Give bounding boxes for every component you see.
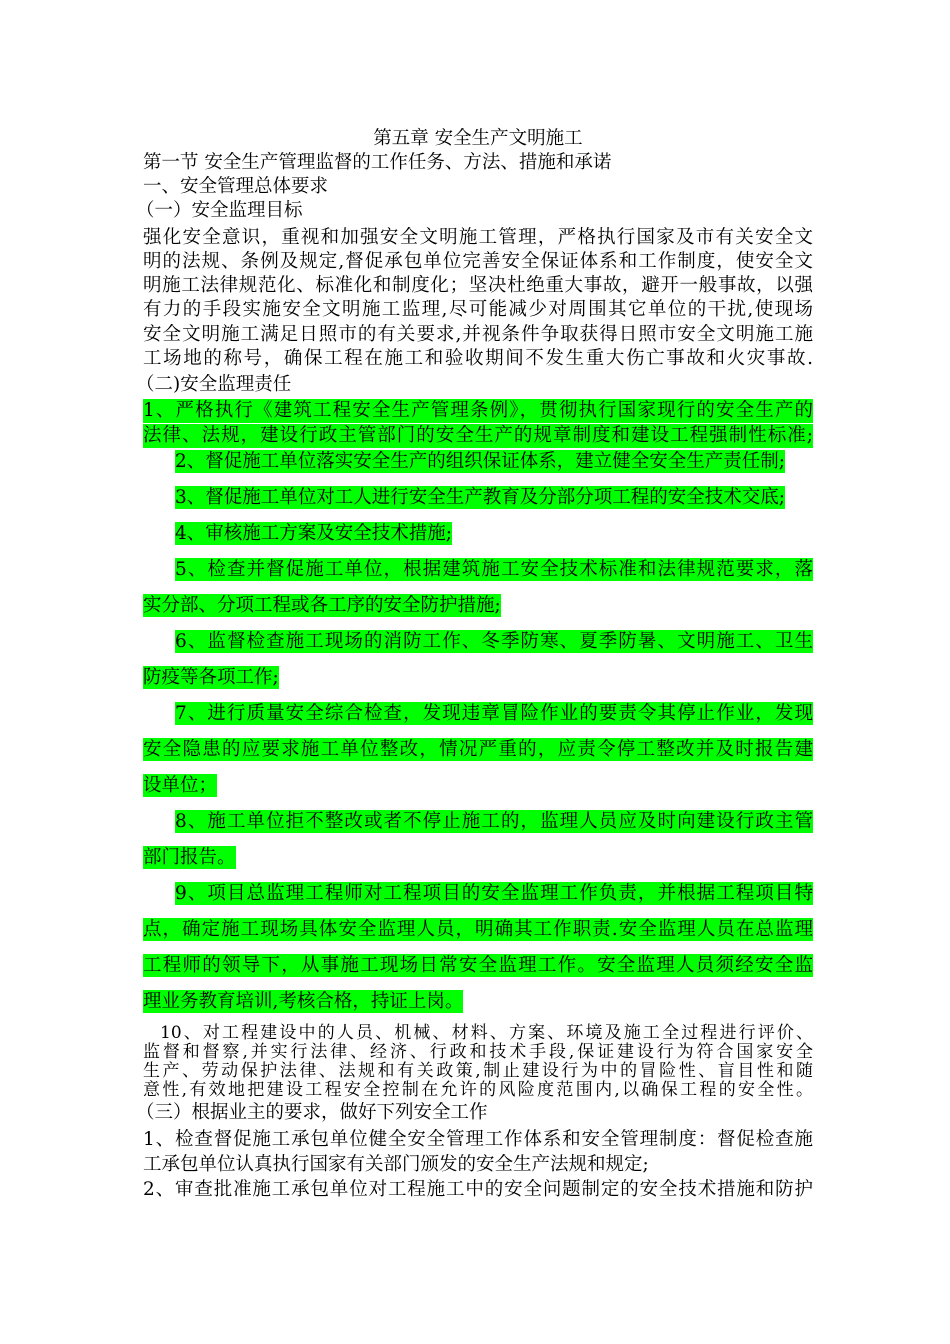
responsibility-7-line: 设单位； xyxy=(143,775,218,796)
goal-line: 明施工法律规范化、标准化和制度化；坚决杜绝重大事故，避开一般事故，以强 xyxy=(143,275,813,296)
responsibility-7-line: 安全隐患的应要求施工单位整改，情况严重的，应责令停工整改并及时报告建 xyxy=(143,739,813,760)
responsibility-6-line: 防疫等各项工作; xyxy=(143,667,279,688)
responsibility-10-line: 10、对工程建设中的人员、机械、材料、方案、环境及施工全过程进行评价、 xyxy=(160,1023,813,1043)
subheading-owner-requirements: （三）根据业主的要求，做好下列安全工作 xyxy=(136,1102,488,1123)
goal-line: 强化安全意识，重视和加强安全文明施工管理，严格执行国家及市有关安全文 xyxy=(143,227,813,248)
responsibility-1-line: 1、严格执行《建筑工程安全生产管理条例》，贯彻执行国家现行的安全生产的 xyxy=(143,400,813,421)
responsibility-4: 4、审核施工方案及安全技术措施; xyxy=(175,523,453,544)
work-2-line: 2、审查批准施工承包单位对工程施工中的安全问题制定的安全技术措施和防护 xyxy=(143,1179,813,1200)
goal-line: 有力的手段实施安全文明施工监理,尽可能减少对周围其它单位的干扰,使现场 xyxy=(143,299,813,320)
responsibility-8-line: 8、施工单位拒不整改或者不停止施工的，监理人员应及时向建设行政主管 xyxy=(175,811,813,832)
responsibility-7-line: 7、进行质量安全综合检查，发现违章冒险作业的要责令其停止作业，发现 xyxy=(175,703,813,724)
heading-overall-requirements: 一、安全管理总体要求 xyxy=(143,176,329,197)
goal-line: 明的法规、条例及规定,督促承包单位完善安全保证体系和工作制度，使安全文 xyxy=(143,251,813,272)
subheading-safety-responsibility: （二)安全监理责任 xyxy=(136,374,292,395)
responsibility-9-line: 9、项目总监理工程师对工程项目的安全监理工作负责，并根据工程项目特 xyxy=(175,883,813,904)
responsibility-9-line: 点，确定施工现场具体安全监理人员，明确其工作职责.安全监理人员在总监理 xyxy=(143,919,813,940)
responsibility-3: 3、督促施工单位对工人进行安全生产教育及分部分项工程的安全技术交底; xyxy=(175,487,786,508)
goal-line: 安全文明施工满足日照市的有关要求,并视条件争取获得日照市安全文明施工施 xyxy=(143,324,813,345)
responsibility-9-line: 工程师的领导下，从事施工现场日常安全监理工作。安全监理人员须经安全监 xyxy=(143,955,813,976)
responsibility-5-line: 5、检查并督促施工单位，根据建筑施工安全技术标准和法律规范要求，落 xyxy=(175,559,813,580)
responsibility-10-line: 生产、劳动保护法律、法规和有关政策,制止建设行为中的冒险性、盲目性和随 xyxy=(143,1061,813,1081)
goal-line: 工场地的称号，确保工程在施工和验收期间不发生重大伤亡事故和火灾事故. xyxy=(143,348,813,369)
responsibility-5-line: 实分部、分项工程或各工序的安全防护措施; xyxy=(143,595,501,616)
section-title: 第一节 安全生产管理监督的工作任务、方法、措施和承诺 xyxy=(143,152,612,173)
responsibility-6-line: 6、监督检查施工现场的消防工作、冬季防寒、夏季防暑、文明施工、卫生 xyxy=(175,631,813,652)
subheading-safety-goal: （一）安全监理目标 xyxy=(136,200,303,221)
chapter-title: 第五章 安全生产文明施工 xyxy=(373,128,583,149)
responsibility-10-line: 意性,有效地把建设工程安全控制在允许的风险度范围内,以确保工程的安全性。 xyxy=(143,1080,813,1100)
responsibility-2: 2、督促施工单位落实安全生产的组织保证体系，建立健全安全生产责任制; xyxy=(175,451,786,472)
responsibility-1-line: 法律、法规，建设行政主管部门的安全生产的规章制度和建设工程强制性标准; xyxy=(143,425,813,446)
responsibility-10-line: 监督和督察,并实行法律、经济、行政和技术手段,保证建设行为符合国家安全 xyxy=(143,1042,813,1062)
responsibility-9-line: 理业务教育培训,考核合格，持证上岗。 xyxy=(143,991,464,1012)
work-1-line: 1、检查督促施工承包单位健全安全管理工作体系和安全管理制度：督促检查施 xyxy=(143,1129,813,1150)
responsibility-8-line: 部门报告。 xyxy=(143,847,236,868)
work-1-line: 工承包单位认真执行国家有关部门颁发的安全生产法规和规定; xyxy=(143,1154,649,1175)
